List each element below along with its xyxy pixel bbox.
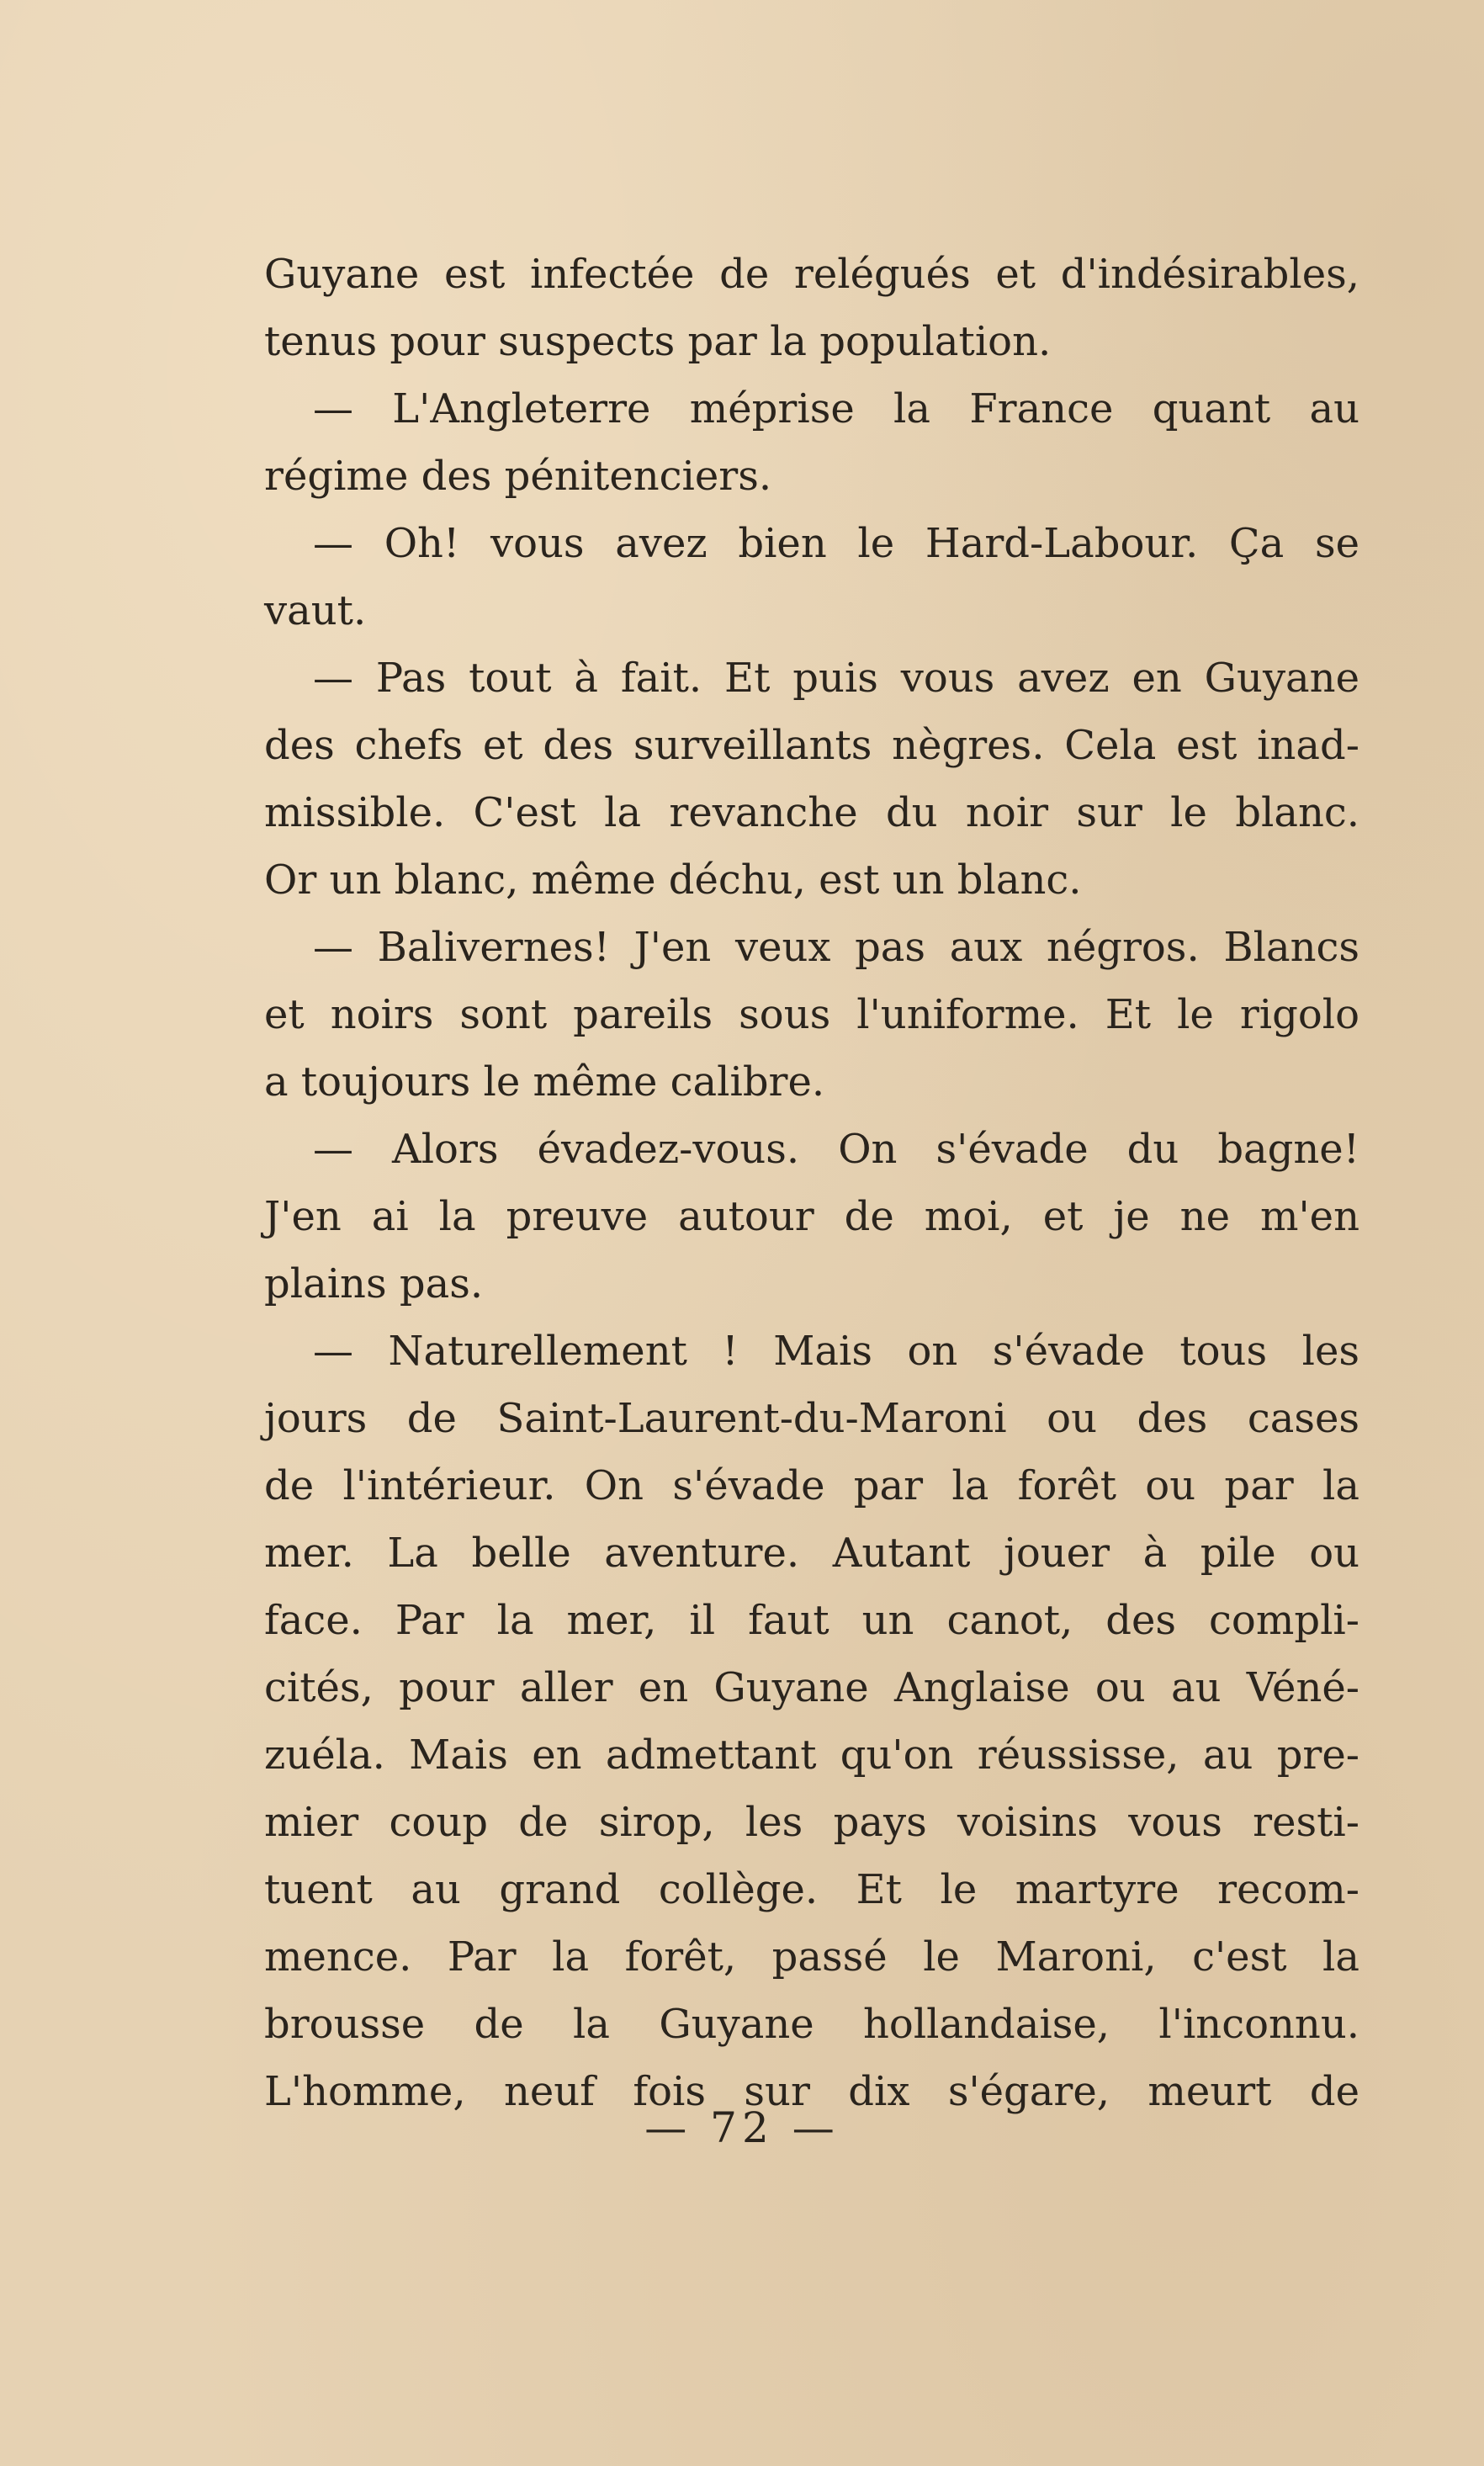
text-line: vaut. — [264, 587, 367, 634]
text-line: face. Par la mer, il faut un canot, des compli- — [264, 1597, 1359, 1644]
text-line: — Alors évadez-vous. On s'évade du bagne! — [313, 1126, 1359, 1173]
text-line: — Naturellement ! Mais on s'évade tous les — [313, 1328, 1359, 1375]
text-line: tuent au grand collège. Et le martyre recom- — [264, 1866, 1359, 1913]
text-line: tenus pour suspects par la population. — [264, 318, 1052, 365]
text-line: zuéla. Mais en admettant qu'on réussisse, au pre- — [264, 1732, 1359, 1779]
text-line: brousse de la Guyane hollandaise, l'inconnu. — [264, 2001, 1359, 2048]
page-number: — 72 — — [644, 2103, 840, 2152]
text-line: de l'intérieur. On s'évade par la forêt ou par la — [264, 1462, 1359, 1509]
text-line: J'en ai la preuve autour de moi, et je ne m'en — [264, 1193, 1359, 1240]
text-line: régime des pénitenciers. — [264, 453, 772, 500]
text-line: missible. C'est la revanche du noir sur le blanc. — [264, 789, 1359, 836]
text-line: mer. La belle aventure. Autant jouer à pile ou — [264, 1530, 1359, 1577]
text-line: plains pas. — [264, 1260, 484, 1307]
text-line: Or un blanc, même déchu, est un blanc. — [264, 856, 1082, 904]
text-line: L'homme, neuf fois sur dix s'égare, meurt de — [264, 2068, 1359, 2115]
text-line: — Pas tout à fait. Et puis vous avez en Guyane — [313, 655, 1359, 702]
text-line: jours de Saint-Laurent-du-Maroni ou des cases — [264, 1395, 1359, 1442]
text-line: des chefs et des surveillants nègres. Cela est inad- — [264, 722, 1359, 769]
body-text — [264, 241, 1359, 2125]
text-line: mence. Par la forêt, passé le Maroni, c'est la — [264, 1933, 1359, 1981]
text-line: Guyane est infectée de relégués et d'indésirables, — [264, 251, 1359, 298]
text-line: cités, pour aller en Guyane Anglaise ou au Véné- — [264, 1664, 1359, 1711]
text-line: et noirs sont pareils sous l'uniforme. Et le rigolo — [264, 991, 1359, 1038]
text-line: — Balivernes! J'en veux pas aux négros. Blancs — [313, 924, 1359, 971]
text-line: mier coup de sirop, les pays voisins vous resti- — [264, 1799, 1359, 1846]
text-line: — L'Angleterre méprise la France quant au — [313, 385, 1359, 432]
text-line: — Oh! vous avez bien le Hard-Labour. Ça se — [313, 520, 1359, 567]
text-line: a toujours le même calibre. — [264, 1058, 825, 1106]
